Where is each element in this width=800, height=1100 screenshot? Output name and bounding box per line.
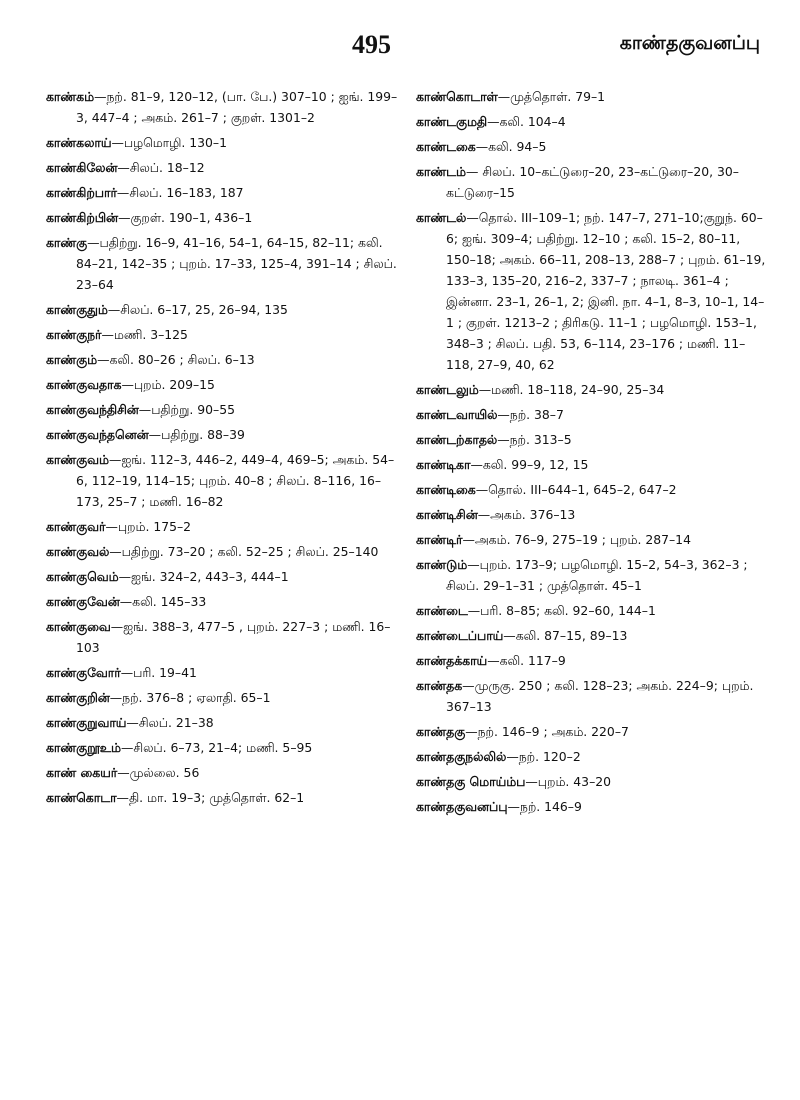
entry-references: —பழமொழி. 130–1 (111, 135, 227, 150)
index-entry (416, 529, 766, 550)
entry-references: —அகம். 376–13 (477, 507, 576, 522)
entry-headword: காண்குநர் (46, 327, 102, 342)
entry-headword: காண்டகுமதி (416, 114, 488, 129)
entry-references: —மணி. 3–125 (101, 327, 188, 342)
index-entry (46, 516, 400, 537)
entry-headword: காண்தக்காய் (416, 653, 488, 668)
index-entry (416, 111, 766, 132)
index-entry (416, 554, 766, 596)
entry-references: —முல்லை. 56 (117, 765, 200, 780)
index-entry (416, 454, 766, 475)
entry-headword: காண்குவந்திசின் (46, 402, 139, 417)
entry-headword: காண்கு (46, 235, 88, 250)
entry-references: —புறம். 175–2 (105, 519, 192, 534)
index-entry (46, 207, 400, 228)
entry-headword: காண்குவேன் (46, 594, 120, 609)
entry-references: —சிலப். 16–183, 187 (116, 185, 244, 200)
index-entry (416, 504, 766, 525)
index-entry (46, 399, 400, 420)
entry-references: —நற். 313–5 (497, 432, 572, 447)
entry-headword: காண்குவை (46, 619, 111, 634)
index-entry (416, 746, 766, 767)
index-entry (46, 374, 400, 395)
index-entry (46, 662, 400, 683)
index-entry (46, 349, 400, 370)
entry-headword: காண்குவெம் (46, 569, 119, 584)
entry-references: —கலி. 80–26 ; சிலப். 6–13 (97, 352, 255, 367)
index-entry (46, 232, 400, 295)
entry-headword: காண்கிற்பார் (46, 185, 117, 200)
entry-headword: காண்டும் (416, 557, 468, 572)
entry-headword: காண்கலாய் (46, 135, 112, 150)
index-entry (416, 721, 766, 742)
entry-references: —மணி. 18–118, 24–90, 25–34 (478, 382, 665, 397)
index-entry (416, 600, 766, 621)
entry-headword: காண்கொடா (46, 790, 117, 805)
index-entry (46, 324, 400, 345)
entry-headword: காண்தக (416, 678, 463, 693)
entry-headword: காண்குறுவாய் (46, 715, 127, 730)
left-column (46, 86, 400, 812)
entry-references: —சிலப். 6–17, 25, 26–94, 135 (107, 302, 288, 317)
entry-references: —புறம். 209–15 (121, 377, 215, 392)
index-entry (416, 136, 766, 157)
entry-headword: காண்குறூஉம் (46, 740, 121, 755)
entry-references: —தொல். III–644–1, 645–2, 647–2 (475, 482, 677, 497)
entry-headword: காண்குவர் (46, 519, 106, 534)
entry-headword: காண்டை (416, 603, 468, 618)
index-entry (46, 424, 400, 445)
entry-headword: காண்தகு (416, 724, 466, 739)
entry-references: —நற். 120–2 (506, 749, 581, 764)
entry-headword: காண்குவம் (46, 452, 109, 467)
entry-headword: காண்தகு மொய்ம்ப (416, 774, 526, 789)
entry-headword: காண்கும் (46, 352, 98, 367)
entry-references: —நற். 38–7 (497, 407, 564, 422)
index-entry (46, 712, 400, 733)
index-entry (416, 771, 766, 792)
entry-references: —குறள். 190–1, 436–1 (118, 210, 253, 225)
entry-references: —பதிற்று. 16–9, 41–16, 54–1, 64–15, 82–11; கலி. 84–21, 142–35 ; புறம். 17–33, 125–4, 391–14 ; சிலப். 23–64 (76, 235, 397, 292)
entry-headword: காண்தகுநல்லில் (416, 749, 507, 764)
entry-headword: காண்தகுவனப்பு (416, 799, 508, 814)
entry-headword: காண்டகை (416, 139, 476, 154)
index-entry (416, 479, 766, 500)
entry-references: — சிலப். 10–கட்டுரை–20, 23–கட்டுரை–20, 30–கட்டுரை–15 (446, 164, 739, 200)
entry-headword: காண்டிசின் (416, 507, 478, 522)
entry-references: —கலி. 99–9, 12, 15 (470, 457, 589, 472)
index-entry (416, 675, 766, 717)
index-entry (46, 566, 400, 587)
index-entry (46, 182, 400, 203)
index-entry (46, 616, 400, 658)
entry-headword: காண்டைப்பாய் (416, 628, 504, 643)
entry-references: —அகம். 76–9, 275–19 ; புறம். 287–14 (462, 532, 691, 547)
entry-references: —கலி. 117–9 (487, 653, 566, 668)
entry-references: —பரி. 19–41 (120, 665, 197, 680)
index-entry (46, 449, 400, 512)
index-entry (46, 591, 400, 612)
entry-references: —நற். 146–9 (507, 799, 582, 814)
entry-references: —நற். 146–9 ; அகம். 220–7 (465, 724, 629, 739)
index-entry (46, 299, 400, 320)
entry-references: —புறம். 173–9; பழமொழி. 15–2, 54–3, 362–3 ; சிலப். 29–1–31 ; முத்தொள். 45–1 (446, 557, 748, 593)
index-entry (46, 737, 400, 758)
entry-references: —சிலப். 21–38 (126, 715, 214, 730)
index-entry (416, 86, 766, 107)
entry-references: —கலி. 104–4 (487, 114, 566, 129)
index-entry (416, 625, 766, 646)
entry-headword: காண்குவதாக (46, 377, 122, 392)
index-entry (416, 429, 766, 450)
entry-references: —பதிற்று. 90–55 (138, 402, 235, 417)
entry-headword: காண்டலும் (416, 382, 479, 397)
entry-headword: காண்குவோர் (46, 665, 121, 680)
index-entry (46, 157, 400, 178)
entry-headword: காண்கிலேன் (46, 160, 118, 175)
index-entry (46, 687, 400, 708)
entry-references: —முத்தொள். 79–1 (497, 89, 606, 104)
entry-headword: காண்கிற்பின் (46, 210, 119, 225)
index-entry (416, 796, 766, 817)
entry-references: —பதிற்று. 73–20 ; கலி. 52–25 ; சிலப். 25–140 (109, 544, 379, 559)
entry-references: —ஐங். 112–3, 446–2, 449–4, 469–5; அகம். 54–6, 112–19, 114–15; புறம். 40–8 ; சிலப். 8–116, 16–173, 25–7 ; மணி. 16–82 (76, 452, 395, 509)
entry-headword: காண் கையர் (46, 765, 118, 780)
entry-references: —கலி. 94–5 (475, 139, 547, 154)
entry-references: —தொல். III–109–1; நற். 147–7, 271–10;குறுந். 60–6; ஐங். 309–4; பதிற்று. 12–10 ; கலி. 15–2, 80–11, 150–18; அகம். 66–11, 208–13, 288–7 ; புறம். 61–19, 133–3, 135–20, 216–2, 337–7 ; நாலடி. 361–4 ; இன்னா. 23–1, 26–1, 2; இனி. நா. 4–1, 8–3, 10–1, 14–1 ; குறள். 1213–2 ; திரிகடு. 11–1 ; பழமொழி. 153–1, 348–3 ; சிலப். பதி. 53, 6–114, 23–176 ; மணி. 11–118, 27–9, 40, 62 (446, 210, 766, 372)
entry-headword: காண்டல் (416, 210, 467, 225)
index-entry (416, 379, 766, 400)
entry-references: —புறம். 43–20 (525, 774, 612, 789)
entry-headword: காண்குறின் (46, 690, 110, 705)
index-entry (46, 762, 400, 783)
right-column (416, 86, 766, 821)
entry-headword: காண்டிகை (416, 482, 476, 497)
entry-references: —நற். 376–8 ; ஏலாதி. 65–1 (109, 690, 271, 705)
entry-headword: காண்டற்காதல் (416, 432, 498, 447)
index-entry (416, 650, 766, 671)
entry-references: —பரி. 8–85; கலி. 92–60, 144–1 (467, 603, 656, 618)
entry-references: —பதிற்று. 88–39 (148, 427, 245, 442)
entry-headword: காண்டவாயில் (416, 407, 498, 422)
index-entry (46, 541, 400, 562)
entry-headword: காண்டிகா (416, 457, 471, 472)
entry-headword: காண்டிர் (416, 532, 463, 547)
entry-headword: காண்குவந்தனென் (46, 427, 149, 442)
entry-references: —நற். 81–9, 120–12, (பா. பே.) 307–10 ; ஐங். 199–3, 447–4 ; அகம். 261–7 ; குறள். 1301–2 (76, 89, 398, 125)
entry-references: —கலி. 145–33 (119, 594, 207, 609)
index-entry (46, 787, 400, 808)
index-entry (416, 207, 766, 375)
entry-references: —கலி. 87–15, 89–13 (503, 628, 628, 643)
index-entry (46, 86, 400, 128)
index-entry (416, 161, 766, 203)
page-header (0, 30, 800, 70)
page-number: 495 (352, 30, 391, 59)
entry-references: —தி. மா. 19–3; முத்தொள். 62–1 (116, 790, 305, 805)
entry-references: —முருகு. 250 ; கலி. 128–23; அகம். 224–9; புறம். 367–13 (446, 678, 754, 714)
entry-headword: காண்டம் (416, 164, 466, 179)
running-head: காண்தகுவனப்பு (619, 32, 760, 54)
entry-headword: காண்குவல் (46, 544, 110, 559)
entry-references: —ஐங். 324–2, 443–3, 444–1 (118, 569, 289, 584)
entry-references: —சிலப். 6–73, 21–4; மணி. 5–95 (121, 740, 313, 755)
entry-headword: காண்குதும் (46, 302, 108, 317)
index-entry (46, 132, 400, 153)
entry-references: —சிலப். 18–12 (117, 160, 205, 175)
entry-headword: காண்கொடாள் (416, 89, 498, 104)
entry-references: —ஐங். 388–3, 477–5 , புறம். 227–3 ; மணி. 16–103 (76, 619, 391, 655)
index-entry (416, 404, 766, 425)
entry-headword: காண்கம் (46, 89, 95, 104)
